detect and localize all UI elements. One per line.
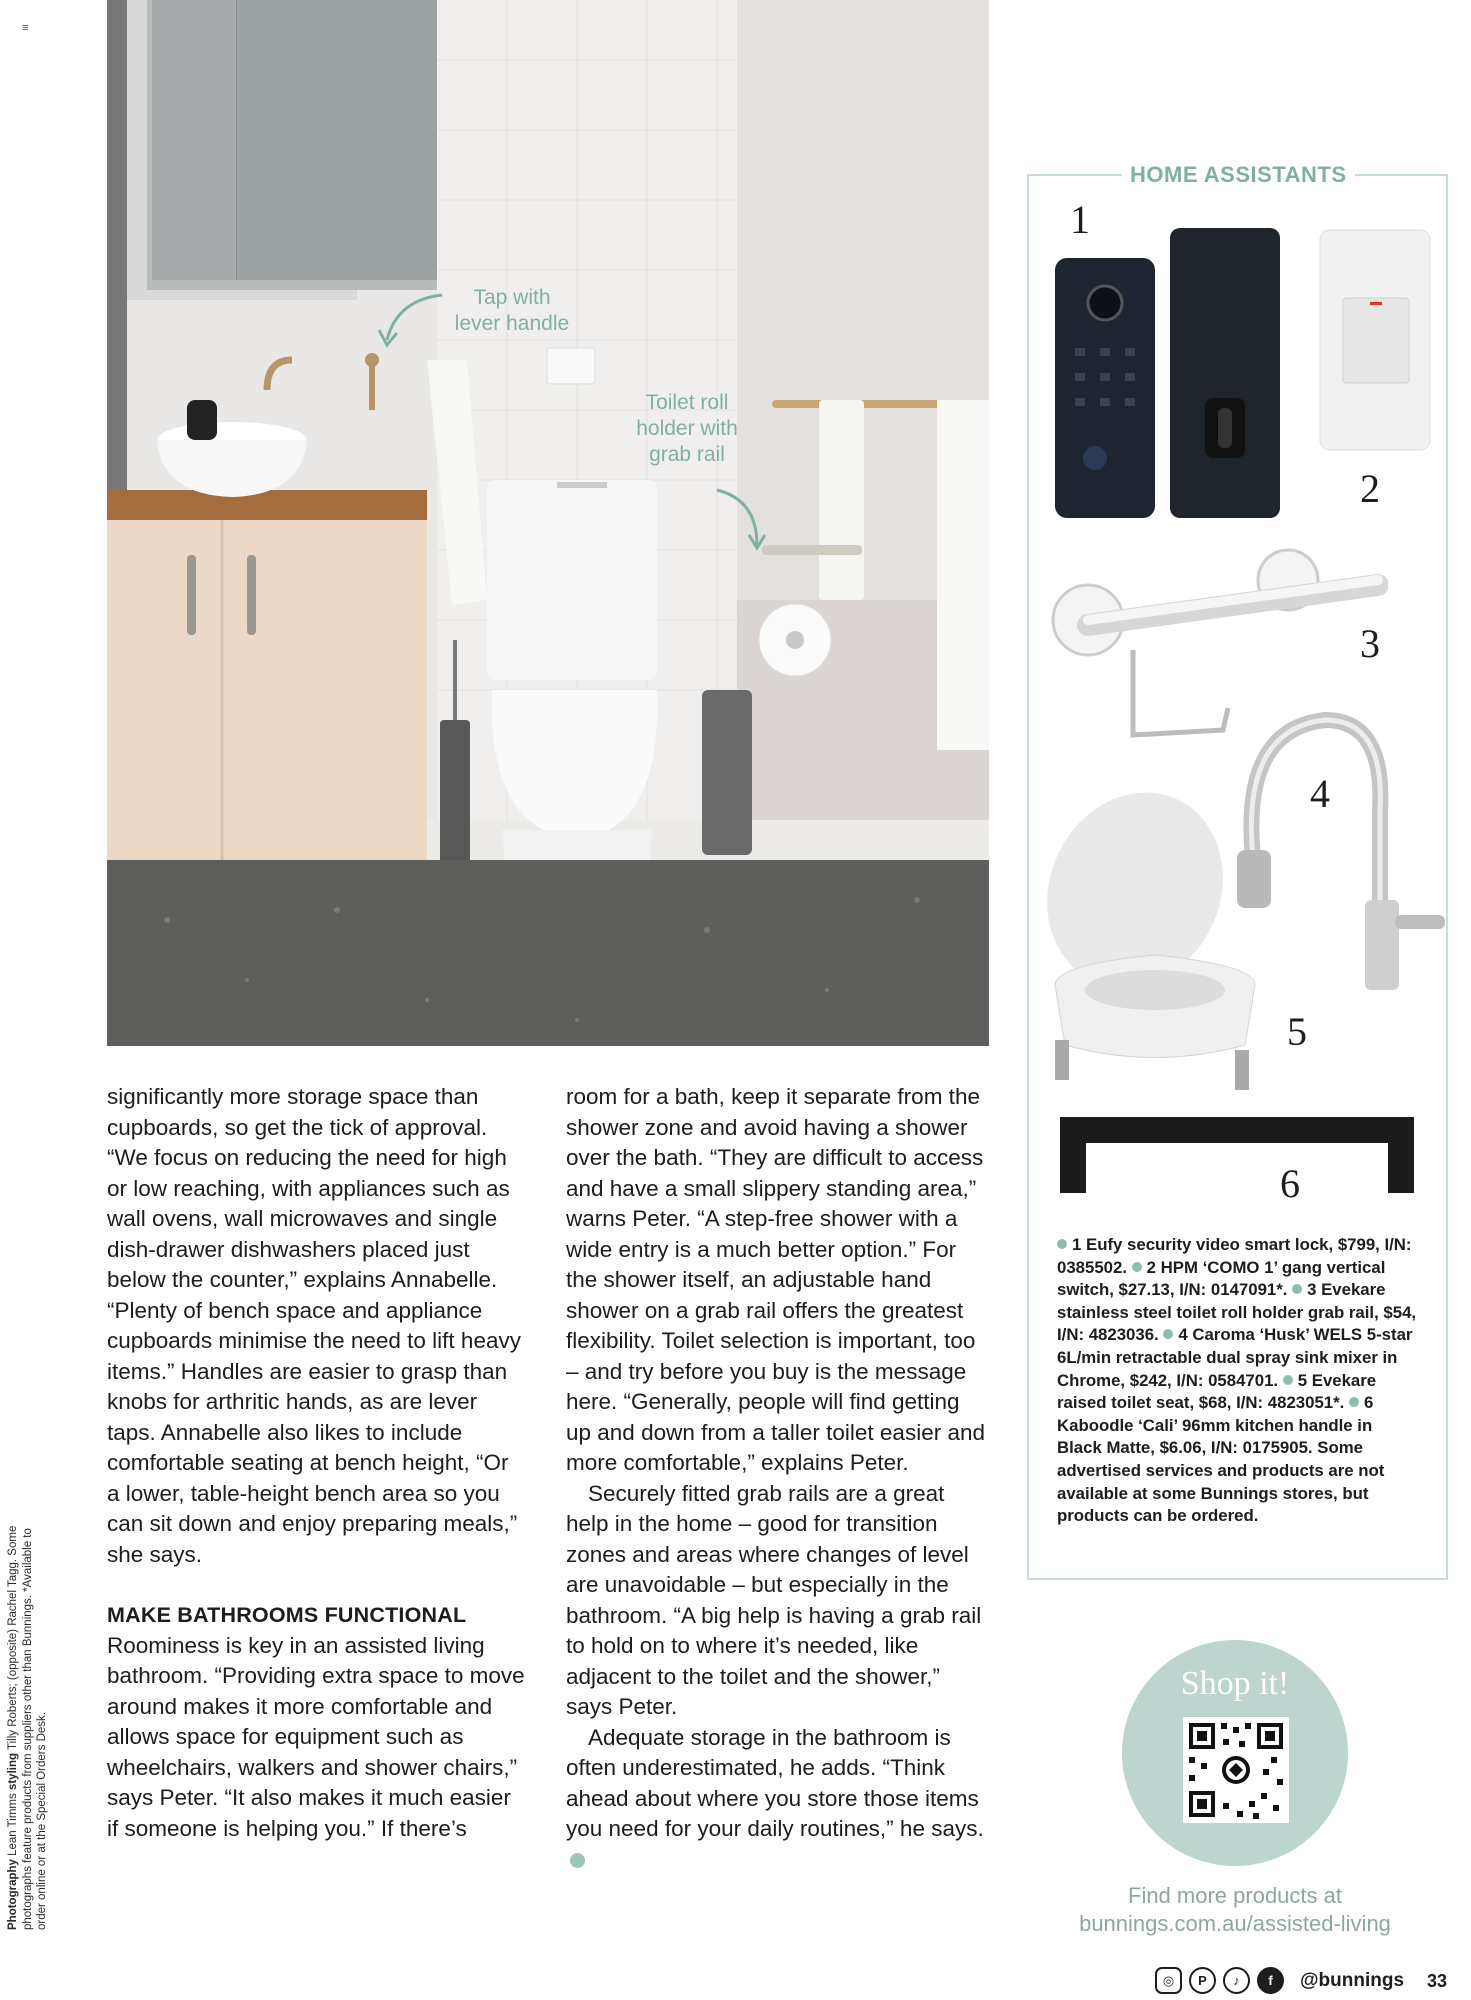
tiktok-icon[interactable]: ♪: [1223, 1967, 1250, 1994]
social-icons: [1155, 1967, 1284, 1994]
photo-label-toilet-roll: Toilet roll holder with grab rail: [636, 391, 738, 466]
bullet-icon: [1057, 1239, 1067, 1249]
bullet-icon: [1132, 1262, 1142, 1272]
caption-2-pre: 2 HPM ‘COMO 1’ gang vertical: [1146, 1257, 1386, 1277]
home-assistants-title: HOME ASSISTANTS: [1122, 162, 1355, 188]
credit-label-photography: Photography: [7, 1859, 19, 1930]
credit-text-1: Lean Timms: [7, 1790, 19, 1860]
caption-6-pre: 6 Kaboodle ‘Cali’ 96mm: [1057, 1393, 1374, 1435]
bullet-icon: [1283, 1375, 1293, 1385]
photo-label-tap: Tap with lever handle: [454, 286, 570, 335]
product-number-4: 4: [1310, 771, 1330, 816]
col2-paragraph-3: Adequate storage in the bathroom is often underestimated, he adds. “Think ahead about where you store those items you need for your daily routines,” he says.: [566, 1724, 984, 1841]
caption-5-post: , $68, I/N: 4823051*.: [1189, 1393, 1349, 1413]
bathroom-illustration: [107, 0, 989, 1046]
credit-label-styling: styling: [7, 1752, 19, 1791]
end-mark-icon: [570, 1853, 585, 1868]
instagram-icon[interactable]: ◎: [1155, 1967, 1182, 1994]
product-number-2: 2: [1360, 466, 1380, 511]
bathroom-photo: [107, 0, 989, 1046]
smart-lock-image: [1050, 228, 1280, 528]
caption-2-post: , $27.13, I/N: 0147091*.: [1109, 1280, 1293, 1300]
body-column-1: [107, 1082, 527, 1844]
social-handle: @bunnings: [1300, 1970, 1405, 1991]
bullet-icon: [1292, 1284, 1302, 1294]
page-number: 33: [1427, 1971, 1448, 1991]
bullet-icon: [1163, 1329, 1173, 1339]
caption-5-highlight: toilet seat: [1111, 1393, 1190, 1413]
caption-1-pre: 1 Eufy security video: [1072, 1235, 1245, 1254]
col1-paragraph-1: significantly more storage space than cupboards, so get the tick of approval. “We focus on reducing the need for high or low reaching, with appliances such as wall ovens, wall microwaves and single dish-drawer dishwashers placed just below the counter,” explains Annabelle. “Plenty of bench space and appliance cupboards minimise the need to lift heavy items.” Handles are easier to grasp than knobs for arthritic hands, as are lever taps. Annabelle also likes to include comfortable seating at bench height, “Or a lower, table-height bench area so you can sit down and enjoy preparing meals,” she says.: [107, 1084, 521, 1567]
col2-paragraph-2: Securely fitted grab rails are a great help in the home – good for transition zones and areas where changes of level are unavoidable – but especially in the bathroom. “A big help is having a grab rail to hold on to where it’s needed, like adjacent to the toilet and the shower,” says Peter.: [566, 1480, 982, 1719]
folio-mark: ≡: [22, 22, 29, 34]
caption-1-post: , $799, I/N: 0385502.: [1057, 1235, 1412, 1277]
shop-it-title: Shop it!: [1180, 1665, 1290, 1702]
product-captions: [1057, 1234, 1417, 1528]
caption-2-highlight: switch: [1057, 1280, 1110, 1300]
caption-1-highlight: smart lock: [1244, 1235, 1329, 1254]
find-more-text: Find more products at bunnings.com.au/assisted-living: [1079, 1883, 1391, 1936]
qr-code[interactable]: [1183, 1717, 1289, 1823]
product-number-6: 6: [1280, 1161, 1300, 1206]
product-number-5: 5: [1287, 1009, 1307, 1054]
caption-4-post: in Chrome, $242, I/N: 0584701.: [1057, 1347, 1398, 1390]
product-number-3: 3: [1360, 621, 1380, 666]
product-number-1: 1: [1070, 197, 1090, 242]
credit-text-2: Tilly Roberts; (opposite) Rachel Tagg. Some photographs feature products from suppliers other than Bunnings. *Available to order online or at the Special Orders Desk.: [7, 1525, 48, 1930]
col1-paragraph-2: Roominess is key in an assisted living bathroom. “Providing extra space to move around makes it more comfortable and allows space for equipment such as wheelchairs, walkers and shower chairs,” says Peter. “It also makes it much easier if someone is helping you.” If there’s: [107, 1632, 525, 1841]
caption-6-post: in Black Matte, $6.06, I/N: 0175905.: [1057, 1415, 1373, 1458]
kitchen-handle-image: [1058, 1115, 1416, 1195]
caption-4-highlight: sink mixer: [1294, 1347, 1378, 1367]
section-heading: MAKE BATHROOMS FUNCTIONAL: [107, 1603, 467, 1627]
photo-credit: [6, 1520, 50, 1930]
caption-3-post: , $54, I/N: 4823036.: [1057, 1302, 1417, 1345]
find-more-products: [1050, 1882, 1420, 1938]
caption-3-highlight: toilet roll holder grab rail: [1176, 1302, 1375, 1322]
caption-4-pre: 4 Caroma ‘Husk’ WELS 5-star 6L/min retractable dual spray: [1057, 1325, 1413, 1367]
caption-5-pre: 5 Evekare raised: [1057, 1370, 1377, 1413]
body-column-2: [566, 1082, 986, 1875]
switch-image: [1318, 228, 1433, 453]
col2-paragraph-1: room for a bath, keep it separate from the shower zone and avoid having a shower over the bath. “They are difficult to access and have a small slippery standing area,” warns Peter. “A step-free shower with a wide entry is a much better option.” For the shower itself, an adjustable hand shower on a grab rail offers the greatest flexibility. Toilet selection is important, too – and try before you buy is the message here. “Generally, people will find getting up and down from a taller toilet easier and more comfortable,” explains Peter.: [566, 1084, 985, 1475]
caption-3-pre: 3 Evekare stainless steel: [1057, 1280, 1386, 1322]
raised-toilet-seat-image: [1035, 785, 1285, 1090]
pinterest-icon[interactable]: P: [1189, 1967, 1216, 1994]
disclaimer: Some advertised services and products are not available at some Bunnings stores, but products can be ordered.: [1057, 1438, 1385, 1526]
caption-6-highlight: kitchen handle: [1235, 1415, 1353, 1435]
bullet-icon: [1349, 1397, 1359, 1407]
facebook-icon[interactable]: f: [1257, 1967, 1284, 1994]
